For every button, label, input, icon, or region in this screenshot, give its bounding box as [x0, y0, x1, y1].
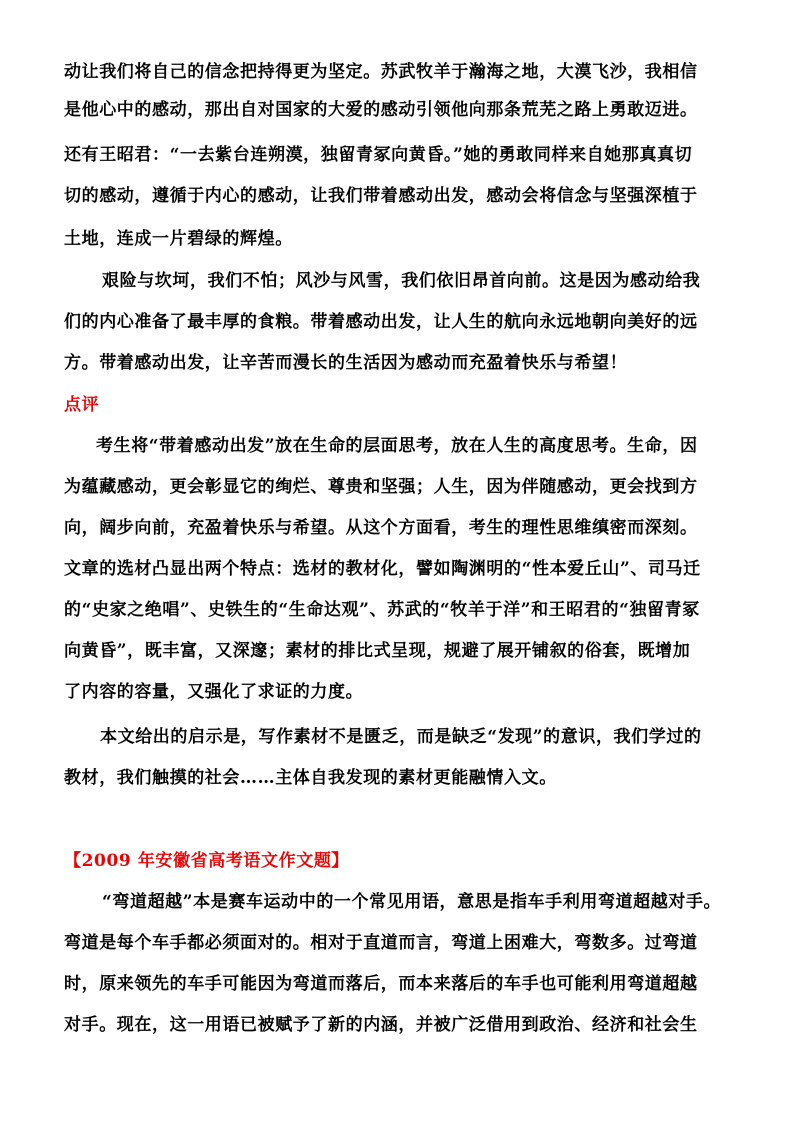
review-heading: 点评	[64, 395, 100, 415]
paragraph-3-line-7: 了内容的容量，又强化了求证的力度。	[64, 682, 364, 702]
paragraph-3-line-5: 的“史家之绝唱”、史铁生的“生命达观”、苏武的“牧羊于洋”和王昭君的“独留青冢	[64, 600, 700, 620]
paragraph-4-line-1: 本文给出的启示是，写作素材不是匮乏，而是缺乏“发现”的意识，我们学过的	[100, 727, 702, 747]
paragraph-4-line-2: 教材，我们触摸的社会……主体自我发现的素材更能融情入文。	[64, 768, 557, 788]
paragraph-3-line-3: 向，阔步向前，充盈着快乐与希望。从这个方面看，考生的理性思维缜密而深刻。	[64, 518, 698, 538]
paragraph-1-line-4: 切的感动，遵循于内心的感动，让我们带着感动出发，感动会将信念与坚强深植于	[64, 186, 698, 206]
paragraph-3-line-6: 向黄昏”，既丰富，又深邃；素材的排比式呈现，规避了展开铺叙的俗套，既增加	[64, 641, 691, 661]
paragraph-5-line-3: 时，原来领先的车手可能因为弯道而落后，而本来落后的车手也可能利用弯道超越	[64, 974, 698, 994]
paragraph-1-line-1: 动让我们将自己的信念把持得更为坚定。苏武牧羊于瀚海之地，大漠飞沙，我相信	[64, 62, 698, 82]
paragraph-3-line-4: 文章的选材凸显出两个特点：选材的教材化，譬如陶渊明的“性本爱丘山”、司马迁	[64, 559, 701, 579]
paragraph-1-line-2: 是他心中的感动，那出自对国家的大爱的感动引领他向那条荒芜之路上勇敢迈进。	[64, 100, 698, 120]
paragraph-5-line-2: 弯道是每个车手都必须面对的。相对于直道而言，弯道上困难大，弯数多。过弯道	[64, 933, 698, 953]
paragraph-3-line-2: 为蕴藏感动，更会彰显它的绚烂、尊贵和坚强；人生，因为伴随感动，更会找到方	[64, 477, 698, 497]
paragraph-5-line-4: 对手。现在，这一用语已被赋予了新的内涵，并被广泛借用到政治、经济和社会生	[64, 1015, 698, 1035]
paragraph-2-line-2: 们的内心准备了最丰厚的食粮。带着感动出发，让人生的航向永远地朝向美好的远	[64, 312, 698, 332]
paragraph-2-line-1: 艰险与坎坷，我们不怕；风沙与风雪，我们依旧昂首向前。这是因为感动给我	[102, 271, 701, 291]
exam-topic-heading: 【2009 年安徽省高考语文作文题】	[64, 851, 350, 871]
paragraph-1-line-3: 还有王昭君：“一去紫台连朔漠，独留青冢向黄昏。”她的勇敢同样来自她那真真切	[64, 145, 693, 165]
paragraph-5-line-1: “弯道超越”本是赛车运动中的一个常见用语，意思是指车手利用弯道超越对手。	[102, 892, 722, 912]
paragraph-2-line-3: 方。带着感动出发，让辛苦而漫长的生活因为感动而充盈着快乐与希望！	[64, 353, 628, 373]
paragraph-3-line-1: 考生将“带着感动出发”放在生命的层面思考，放在人生的高度思考。生命，因	[96, 436, 698, 456]
paragraph-1-line-5: 土地，连成一片碧绿的辉煌。	[64, 229, 293, 249]
